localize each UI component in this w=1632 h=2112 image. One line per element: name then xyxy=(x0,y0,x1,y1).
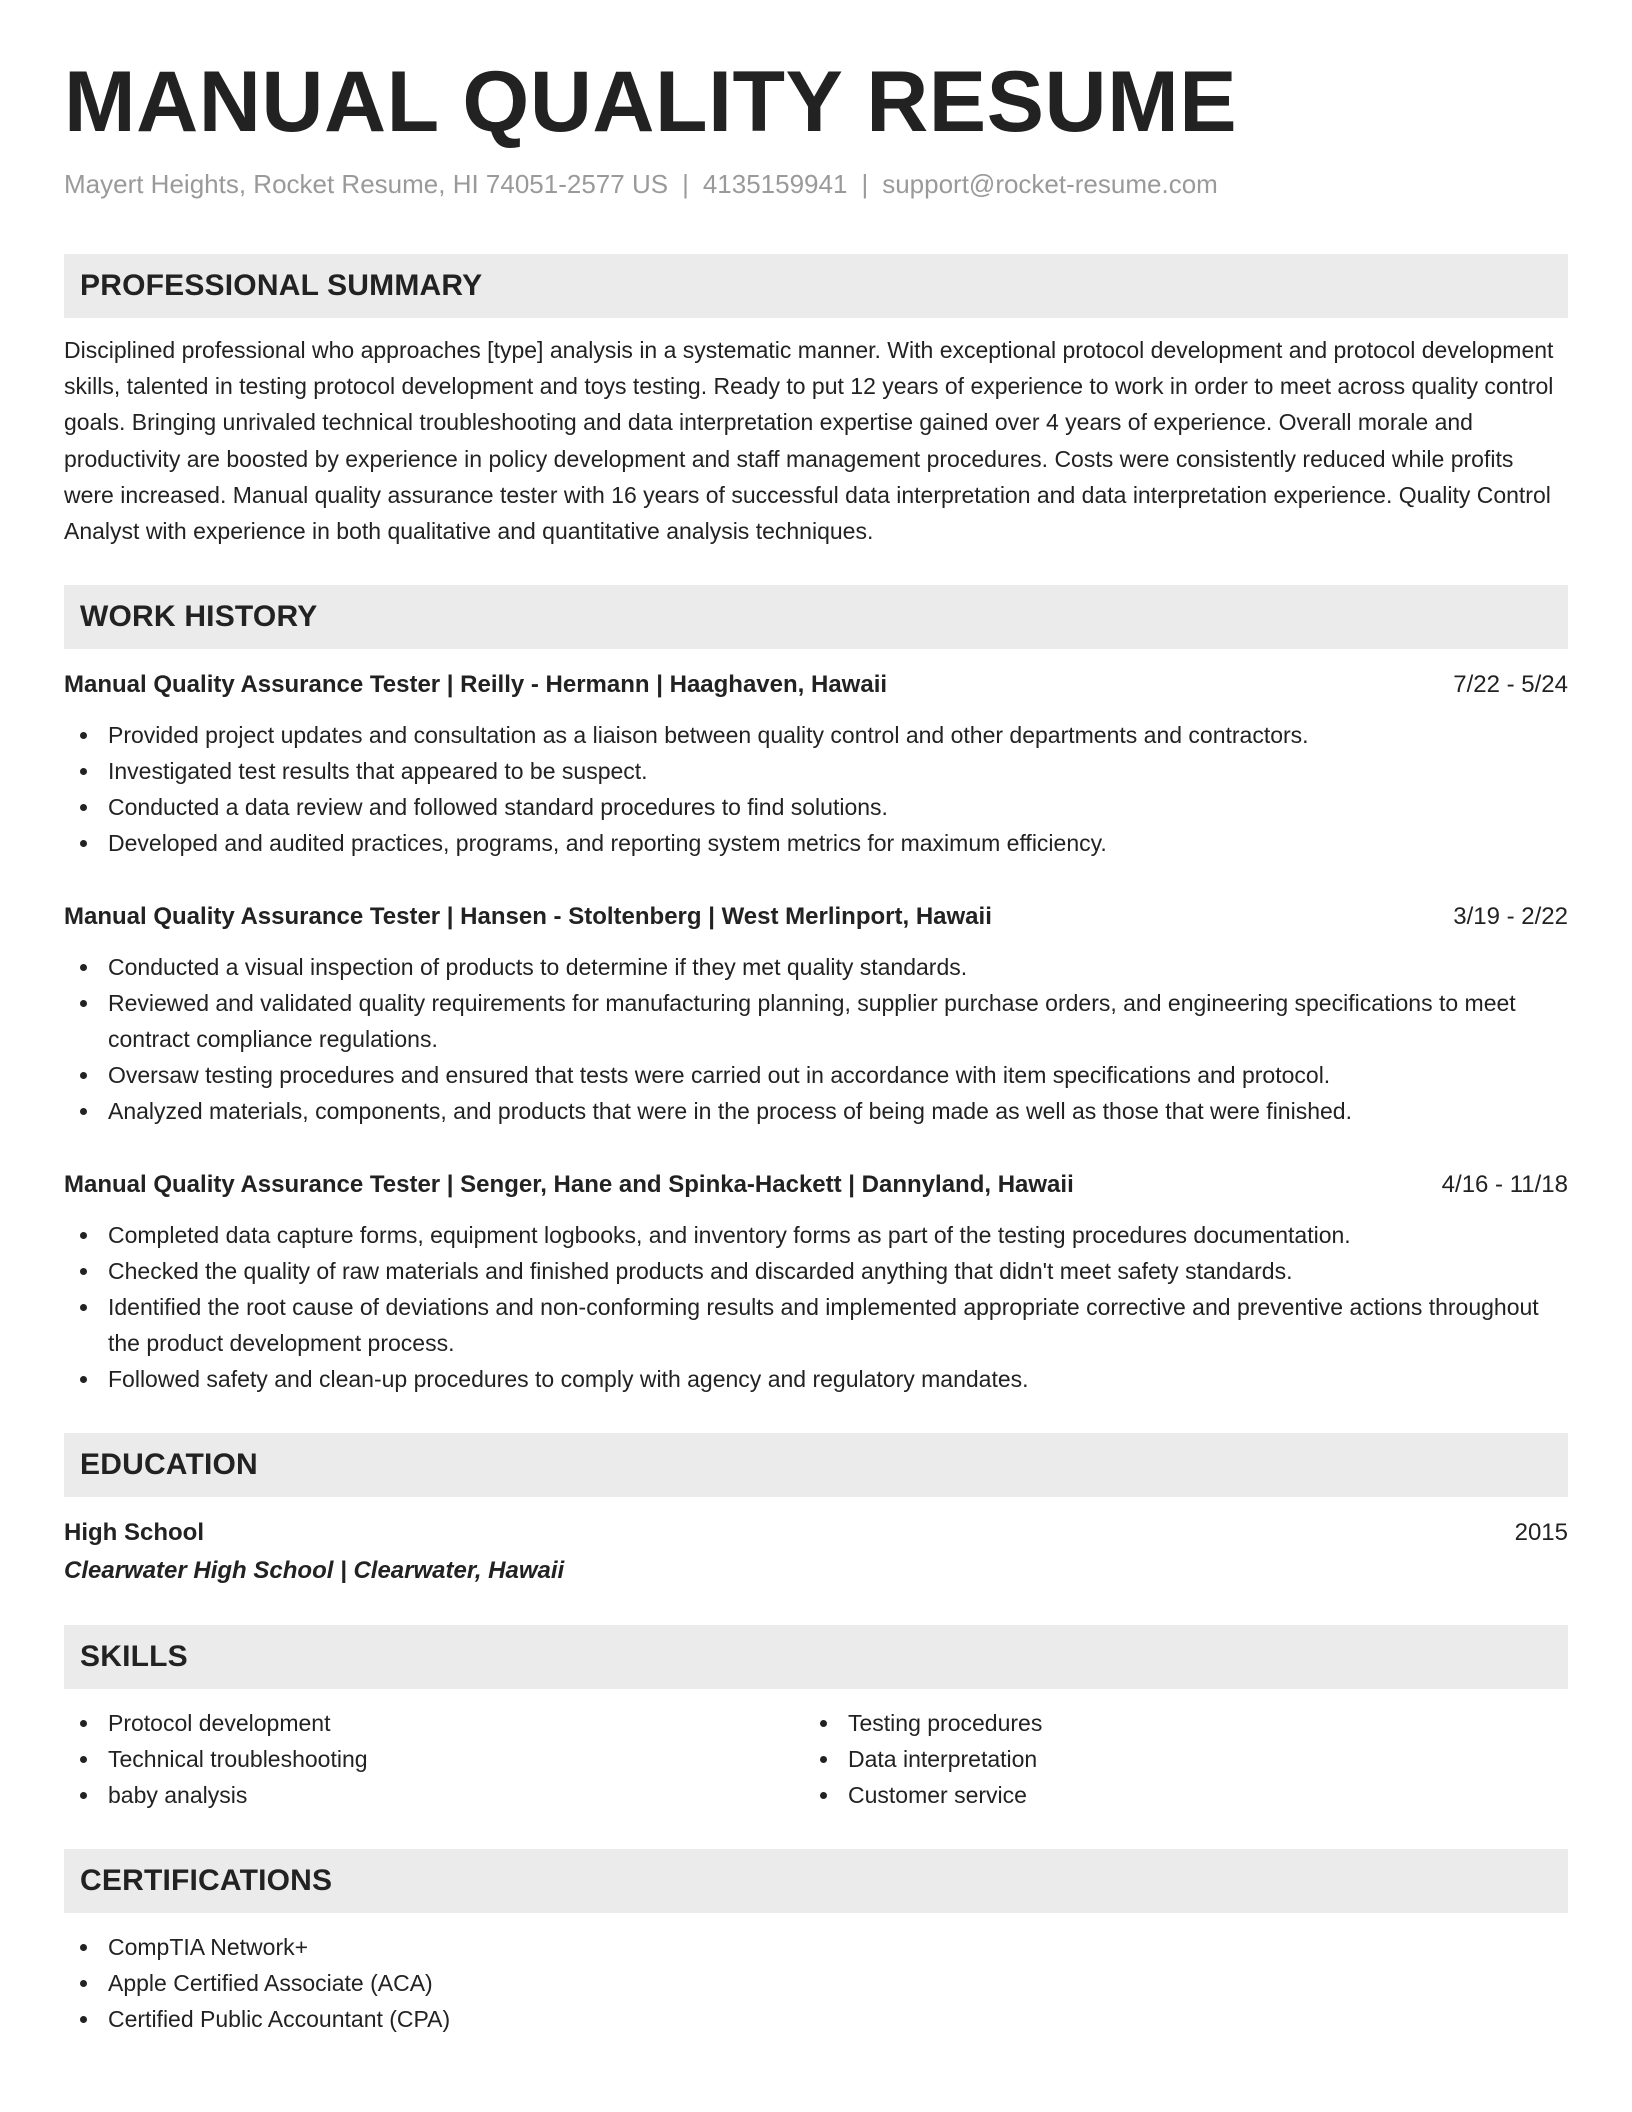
job-entry xyxy=(64,667,1568,861)
contact-email: support@rocket-resume.com xyxy=(882,169,1218,199)
job-bullets xyxy=(64,949,1568,1129)
skill-item: baby analysis xyxy=(64,1777,804,1813)
skill-item: Customer service xyxy=(804,1777,1544,1813)
resume-title: MANUAL QUALITY RESUME xyxy=(64,54,1238,150)
section-header-certifications: CERTIFICATIONS xyxy=(64,1849,1568,1913)
job-entry xyxy=(64,899,1568,1129)
job-dates: 4/16 - 11/18 xyxy=(1441,1171,1568,1199)
job-bullet: Oversaw testing procedures and ensured that tests were carried out in accordance with item specifications and protocol. xyxy=(64,1057,1568,1093)
job-title: Manual Quality Assurance Tester | Reilly - Hermann | Haaghaven, Hawaii xyxy=(64,671,888,699)
job-bullet: Investigated test results that appeared to be suspect. xyxy=(64,753,1568,789)
section-header-work-history: WORK HISTORY xyxy=(64,585,1568,649)
certification-item: Certified Public Accountant (CPA) xyxy=(64,2001,1568,2037)
job-bullet: Reviewed and validated quality requirements for manufacturing planning, supplier purchase orders, and engineering specifications to meet contract compliance regulations. xyxy=(64,985,1568,1057)
section-header-summary: PROFESSIONAL SUMMARY xyxy=(64,254,1568,318)
certifications-bullets xyxy=(64,1929,1568,2037)
job-entry xyxy=(64,1167,1568,1397)
job-title: Manual Quality Assurance Tester | Hansen - Stoltenberg | West Merlinport, Hawaii xyxy=(64,903,992,931)
skills-list xyxy=(64,1705,1568,1813)
education-degree: High School xyxy=(64,1519,204,1547)
skill-item: Technical troubleshooting xyxy=(64,1741,804,1777)
skill-item: Data interpretation xyxy=(804,1741,1544,1777)
skills-column-right xyxy=(804,1705,1544,1813)
job-bullet: Followed safety and clean-up procedures to comply with agency and regulatory mandates. xyxy=(64,1361,1568,1397)
skills-column-left xyxy=(64,1705,804,1813)
job-bullets xyxy=(64,1217,1568,1397)
job-bullet: Conducted a data review and followed standard procedures to find solutions. xyxy=(64,789,1568,825)
job-bullet: Identified the root cause of deviations and non-conforming results and implemented appropriate corrective and preventive actions throughout the product development process. xyxy=(64,1289,1568,1361)
contact-address: Mayert Heights, Rocket Resume, HI 74051-2577 US xyxy=(64,169,669,199)
job-bullet: Developed and audited practices, programs, and reporting system metrics for maximum efficiency. xyxy=(64,825,1568,861)
job-dates: 7/22 - 5/24 xyxy=(1453,671,1568,699)
job-title: Manual Quality Assurance Tester | Senger, Hane and Spinka-Hackett | Dannyland, Hawaii xyxy=(64,1171,1074,1199)
education-entry xyxy=(64,1515,1568,1589)
job-bullet: Completed data capture forms, equipment logbooks, and inventory forms as part of the testing procedures documentation. xyxy=(64,1217,1568,1253)
contact-separator: | xyxy=(682,169,689,199)
summary-text: Disciplined professional who approaches [type] analysis in a systematic manner. With exceptional protocol development and protocol development skills, talented in testing protocol development and toys testing. Ready to put 12 years of experience to work in order to meet across quality control goals. Bringing unrivaled technical troubleshooting and data interpretation expertise gained over 4 years of experience. Overall morale and productivity are boosted by experience in policy development and staff management procedures. Costs were consistently reduced while profits were increased. Manual quality assurance tester with 16 years of successful data interpretation and data interpretation experience. Quality Control Analyst with experience in both qualitative and quantitative analysis techniques. xyxy=(64,337,1554,545)
section-header-skills: SKILLS xyxy=(64,1625,1568,1689)
certification-item: CompTIA Network+ xyxy=(64,1929,1568,1965)
job-bullet: Checked the quality of raw materials and finished products and discarded anything that didn't meet safety standards. xyxy=(64,1253,1568,1289)
contact-phone: 4135159941 xyxy=(702,169,848,199)
contact-separator: | xyxy=(861,169,869,199)
job-bullet: Conducted a visual inspection of products to determine if they met quality standards. xyxy=(64,949,1568,985)
job-bullet: Analyzed materials, components, and products that were in the process of being made as well as those that were finished. xyxy=(64,1093,1568,1129)
job-bullets xyxy=(64,717,1568,861)
certifications-list xyxy=(64,1929,1568,2037)
skill-item: Testing procedures xyxy=(804,1705,1544,1741)
section-header-education: EDUCATION xyxy=(64,1433,1568,1497)
skill-item: Protocol development xyxy=(64,1705,804,1741)
contact-line xyxy=(64,166,1568,202)
job-bullet: Provided project updates and consultation as a liaison between quality control and other departments and contractors. xyxy=(64,717,1568,753)
education-year: 2015 xyxy=(1514,1519,1568,1547)
certification-item: Apple Certified Associate (ACA) xyxy=(64,1965,1568,2001)
job-dates: 3/19 - 2/22 xyxy=(1453,903,1568,931)
education-school: Clearwater High School | Clearwater, Hawaii xyxy=(64,1557,565,1585)
